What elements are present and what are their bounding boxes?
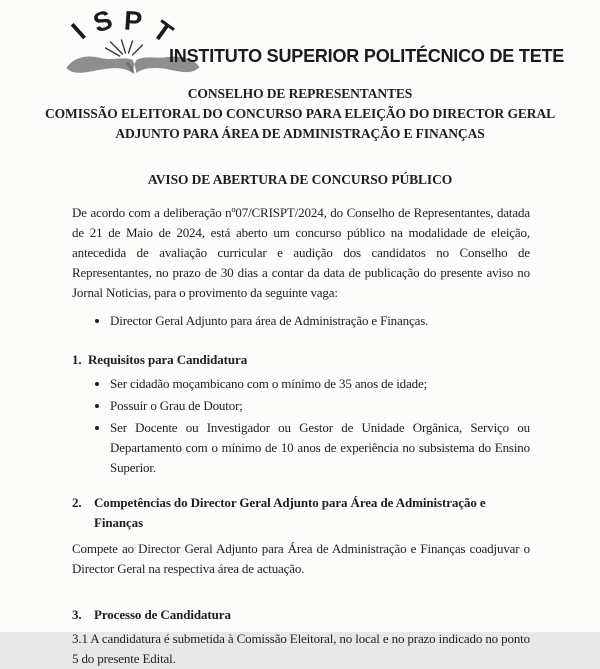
section-heading: [72, 350, 530, 370]
section-requisitos: [72, 350, 530, 478]
section-heading: [72, 493, 530, 533]
section-heading-text: Processo de Candidatura: [94, 607, 231, 622]
list-item: • Possuir o Grau de Doutor;: [110, 396, 530, 416]
section-number: 2.: [72, 495, 82, 510]
paragraph: Compete ao Director Geral Adjunto para Área de Administração e Finanças coadjuvar o Director Geral na respectiva área de actuação.: [72, 541, 530, 576]
section-processo: [72, 605, 530, 669]
notice-title: AVISO DE ABERTURA DE CONCURSO PÚBLICO: [147, 172, 453, 187]
org-line-adjunto: ADJUNTO PARA ÁREA DE ADMINISTRAÇÃO E FINANÇAS: [115, 126, 485, 141]
section-competencias: [72, 493, 530, 579]
org-lines: [0, 84, 600, 144]
list-item: • Ser cidadão moçambicano com o mínimo de 35 anos de idade;: [110, 374, 530, 394]
logo-letter-p: P: [123, 5, 144, 37]
intro-paragraph: De acordo com a deliberação nº07/CRISPT/2024, do Conselho de Representantes, datada de 21 de Maio de 2024, está aberto um concurso público na modalidade de eleição, antecedida de avaliação curricular e audição dos candidatos no Conselho de Representantes, no prazo de 30 dias a contar da data de publicação do presente aviso no Jornal Noticias, para o provimento da seguinte vaga:: [72, 205, 530, 300]
logo-letter-s: S: [89, 4, 116, 39]
logo-rays-icon: [106, 40, 143, 56]
section-heading-text: Requisitos para Candidatura: [88, 352, 248, 367]
org-line-conselho: CONSELHO DE REPRESENTANTES: [187, 86, 413, 101]
logo-letter-i: I: [65, 17, 92, 45]
section-number: 1.: [72, 352, 82, 367]
ispt-logo-graphic: [60, 4, 205, 86]
section-heading: [72, 605, 530, 625]
requisitos-list: [72, 374, 530, 478]
list-item: • Ser Docente ou Investigador ou Gestor de Unidade Orgânica, Serviço ou Departamento com o mínimo de 10 anos de experiência no subsistema do Ensino Superior.: [110, 418, 530, 478]
vacancy-item: • Director Geral Adjunto para área de Administração e Finanças.: [110, 311, 530, 331]
org-line-comissao: COMISSÃO ELEITORAL DO CONCURSO PARA ELEIÇÃO DO DIRECTOR GERAL: [45, 106, 555, 121]
logo-letter-t: T: [147, 14, 179, 49]
ispt-logo: [60, 4, 205, 86]
section-number: 3.: [72, 607, 82, 622]
section-heading-text: Competências do Director Geral Adjunto para Área de Administração e Finanças: [94, 495, 486, 530]
institution-title: INSTITUTO SUPERIOR POLITÉCNICO DE TETE: [169, 46, 565, 66]
paragraph: 3.1 A candidatura é submetida à Comissão Eleitoral, no local e no prazo indicado no ponto 5 do presente Edital.: [72, 631, 530, 666]
vacancy-list: [72, 311, 530, 331]
letterhead: [0, 0, 600, 84]
